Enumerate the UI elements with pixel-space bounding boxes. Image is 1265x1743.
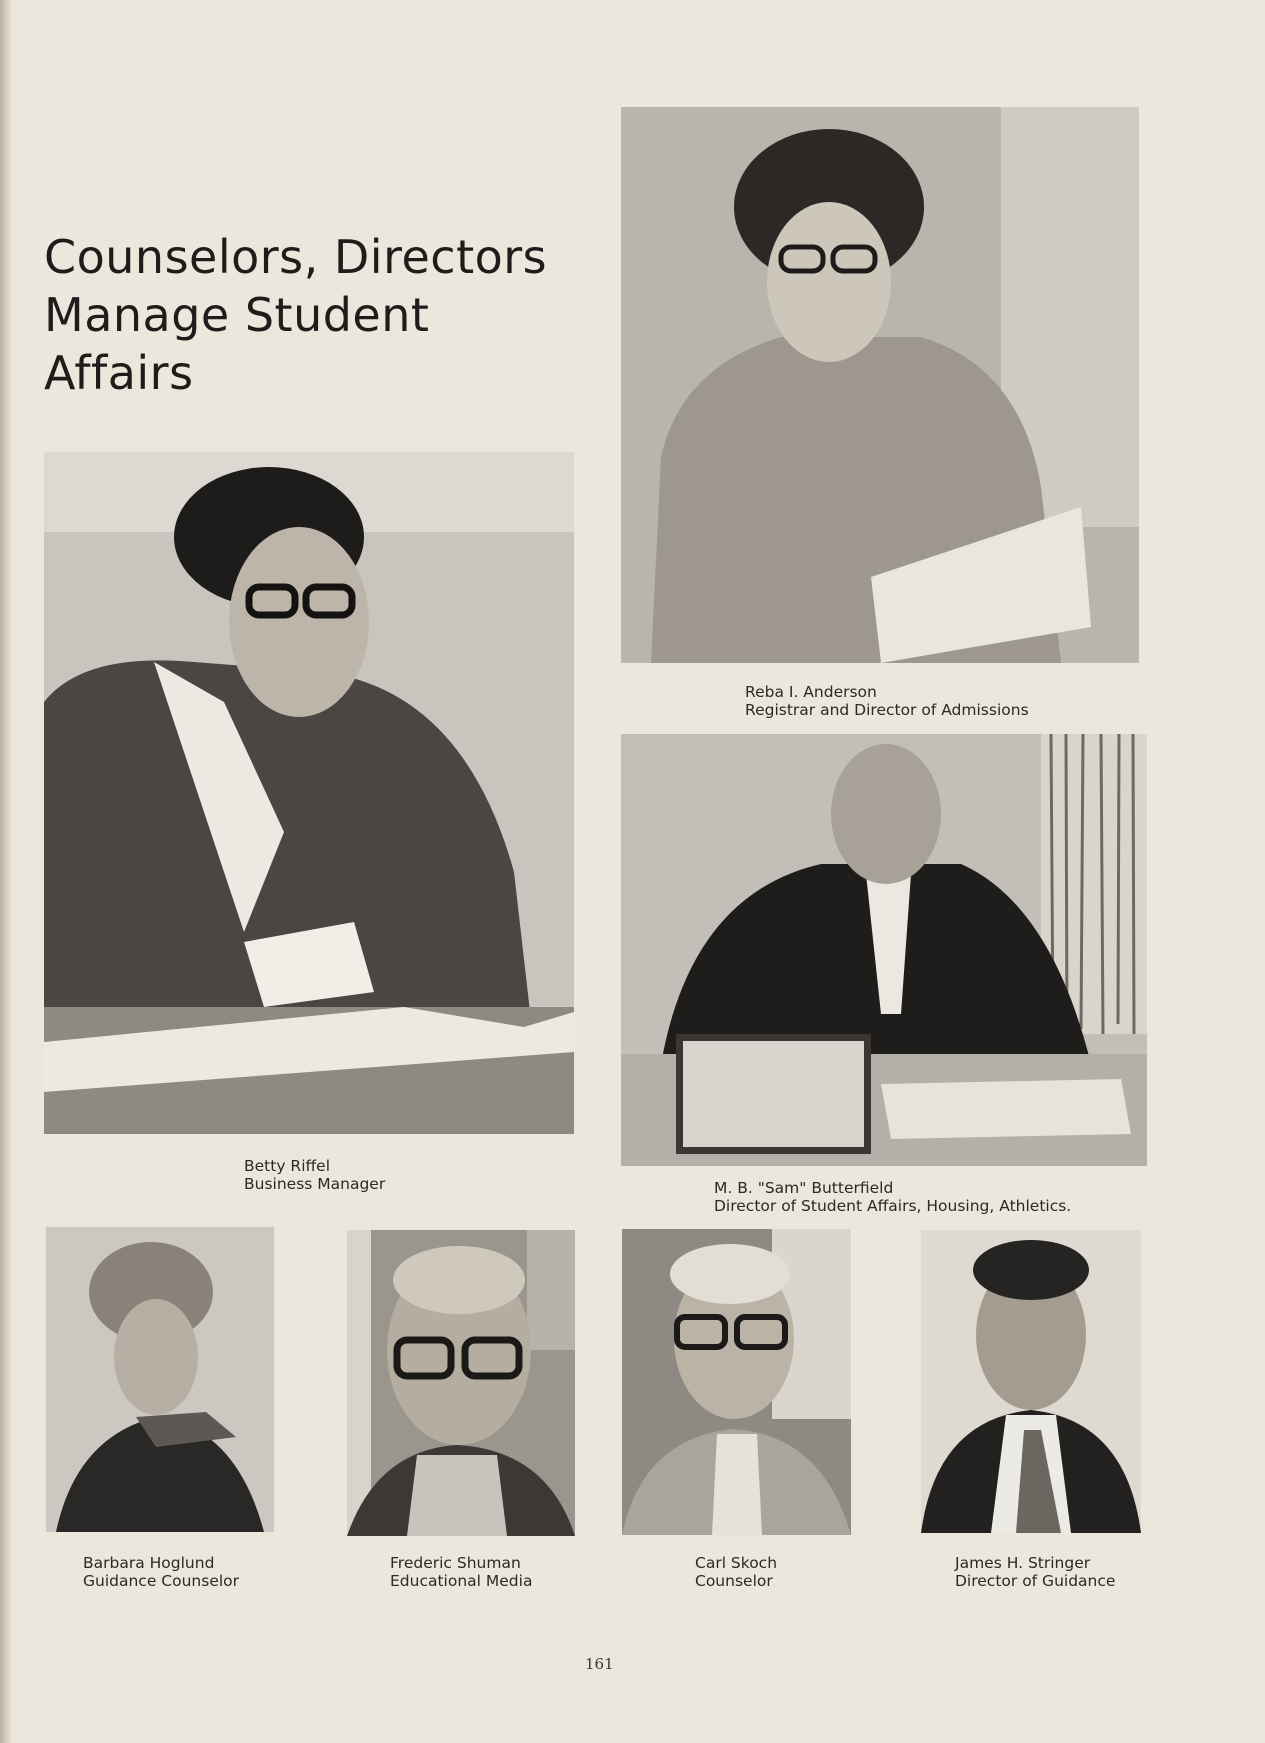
caption-frederic-shuman bbox=[390, 1554, 532, 1590]
photo-sam-butterfield bbox=[621, 734, 1147, 1166]
person-name: M. B. "Sam" Butterfield bbox=[714, 1179, 894, 1197]
person-title: Director of Student Affairs, Housing, Athletics. bbox=[714, 1197, 1072, 1215]
person-title: Counselor bbox=[695, 1572, 773, 1590]
caption-sam-butterfield bbox=[714, 1179, 1071, 1215]
binding-gutter bbox=[0, 0, 12, 1743]
photo-reba-anderson bbox=[621, 107, 1139, 663]
person-name: Carl Skoch bbox=[695, 1554, 778, 1572]
title-line: Affairs bbox=[44, 346, 194, 400]
caption-reba-anderson bbox=[745, 683, 1029, 719]
person-name: Reba I. Anderson bbox=[745, 683, 877, 701]
person-title: Educational Media bbox=[390, 1572, 533, 1590]
title-line: Manage Student bbox=[44, 288, 430, 342]
caption-james-stringer bbox=[955, 1554, 1115, 1590]
title-line: Counselors, Directors bbox=[44, 230, 548, 284]
person-title: Registrar and Director of Admissions bbox=[745, 701, 1029, 719]
caption-carl-skoch bbox=[695, 1554, 777, 1590]
page-title bbox=[44, 228, 547, 402]
person-title: Business Manager bbox=[244, 1175, 386, 1193]
person-title: Director of Guidance bbox=[955, 1572, 1116, 1590]
photo-frederic-shuman bbox=[347, 1230, 575, 1536]
page-number: 161 bbox=[585, 1655, 614, 1673]
person-name: Barbara Hoglund bbox=[83, 1554, 215, 1572]
person-name: Frederic Shuman bbox=[390, 1554, 521, 1572]
photo-barbara-hoglund bbox=[46, 1227, 274, 1532]
photo-carl-skoch bbox=[622, 1229, 851, 1535]
caption-barbara-hoglund bbox=[83, 1554, 239, 1590]
person-title: Guidance Counselor bbox=[83, 1572, 240, 1590]
person-name: Betty Riffel bbox=[244, 1157, 331, 1175]
photo-betty-riffel bbox=[44, 452, 574, 1134]
photo-james-stringer bbox=[921, 1230, 1141, 1533]
person-name: James H. Stringer bbox=[955, 1554, 1091, 1572]
caption-betty-riffel bbox=[244, 1157, 385, 1193]
